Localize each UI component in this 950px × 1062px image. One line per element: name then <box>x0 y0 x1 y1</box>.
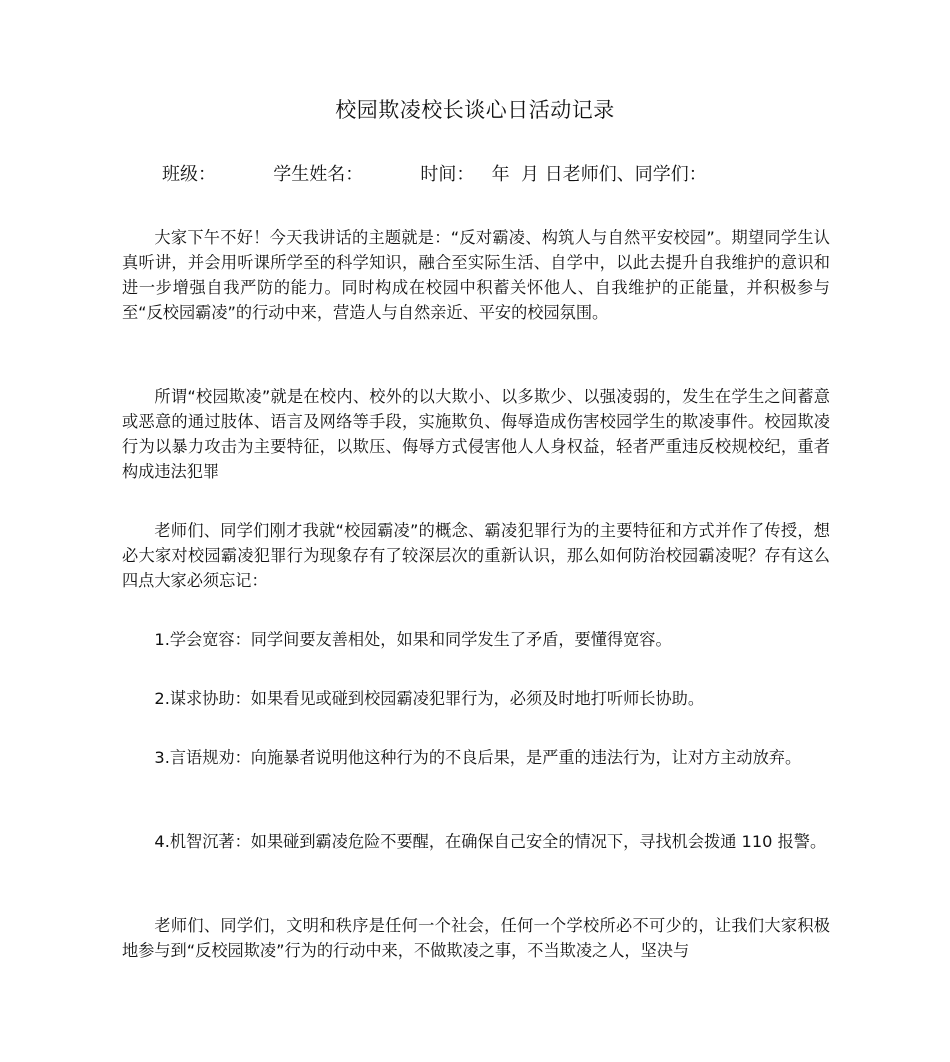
paragraph-prevention-intro: 老师们、同学们刚才我就“校园霸凌”的概念、霸凌犯罪行为的主要特征和方式并作了传授，想必大家对校园霸凌犯罪行为现象存有了较深层次的重新认识，那么如何防治校园霸凌呢？存有这么四点大家必须忘记： <box>122 521 830 590</box>
info-line: 班级： 学生姓名： 时间： 年 月 日老师们、同学们： <box>162 164 707 185</box>
paragraph-closing: 老师们、同学们，文明和秩序是任何一个社会，任何一个学校所必不可少的，让我们大家积极地参与到“反校园欺凌”行为的行动中来，不做欺凌之事，不当欺凌之人，坚决与 <box>122 916 830 960</box>
paragraph-greeting: 大家下午不好！今天我讲话的主题就是：“反对霸凌、构筑人与自然平安校园”。期望同学生认真听讲，并会用听课所学至的科学知识，融合至实际生活、自学中，以此去提升自我维护的意识和进一步增强自我严防的能力。同时构成在校园中积蓄关怀他人、自我维护的正能量，并积极参与至“反校园霸凌”的行动中来，营造人与自然亲近、平安的校园氛围。 <box>122 228 830 322</box>
list-item-tolerance: 1.学会宽容：同学间要友善相处，如果和同学发生了矛盾，要懂得宽容。 <box>154 630 672 649</box>
paragraph-definition: 所谓“校园欺凌”就是在校内、校外的以大欺小、以多欺少、以强凌弱的，发生在学生之间蓄意或恶意的通过肢体、语言及网络等手段，实施欺负、侮辱造成伤害校园学生的欺凌事件。校园欺凌行为以暴力攻击为主要特征，以欺压、侮辱方式侵害他人人身权益，轻者严重违反校规校纪，重者构成违法犯罪 <box>122 387 830 481</box>
list-item-persuade: 3.言语规劝：向施暴者说明他这种行为的不良后果，是严重的违法行为，让对方主动放弃。 <box>154 748 802 767</box>
document-title: 校园欺凌校长谈心日活动记录 <box>335 98 615 122</box>
list-item-seek-help: 2.谋求协助：如果看见或碰到校园霸凌犯罪行为，必须及时地打听师长协助。 <box>154 689 705 708</box>
list-item-stay-calm: 4.机智沉著：如果碰到霸凌危险不要醒，在确保自己安全的情况下，寻找机会拨通 110 报警。 <box>154 832 827 851</box>
